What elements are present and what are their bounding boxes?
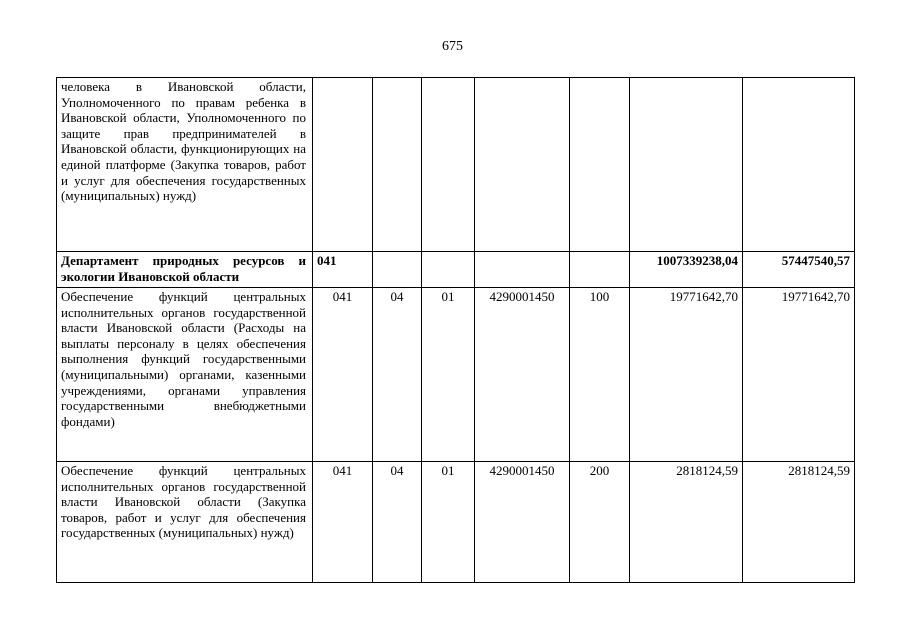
subsection-code-cell: 01 xyxy=(422,462,475,583)
amount-1-cell: 19771642,70 xyxy=(630,288,743,462)
target-article-cell xyxy=(475,252,570,288)
subsection-code-cell xyxy=(422,252,475,288)
section-code-cell: 04 xyxy=(373,462,422,583)
page-number: 675 xyxy=(442,39,463,54)
table-row xyxy=(57,288,855,462)
row-name-cell: Обеспечение функций центральных исполнительных органов государственной власти Ивановской области (Расходы на выплаты персоналу в целях обеспечения выполнения функций государственными (муниципальными) органами, казенными учреждениями, органами управления государственными внебюджетными фондами) xyxy=(57,288,313,462)
ministry-code-cell: 041 xyxy=(313,462,373,583)
amount-2-cell: 2818124,59 xyxy=(743,462,855,583)
subsection-code-cell xyxy=(422,78,475,252)
target-article-cell: 4290001450 xyxy=(475,462,570,583)
ministry-code-cell: 041 xyxy=(313,288,373,462)
row-name-cell: человека в Ивановской области, Уполномоченного по правам ребенка в Ивановской области, Уполномоченного по защите прав предпринимателей в Ивановской области, функционирующих на единой платформе (Закупка товаров, работ и услуг для обеспечения государственных (муниципальных) нужд) xyxy=(57,78,313,252)
target-article-cell xyxy=(475,78,570,252)
row-name-cell: Департамент природных ресурсов и экологии Ивановской области xyxy=(57,252,313,288)
table-row xyxy=(57,252,855,288)
table-row xyxy=(57,462,855,583)
budget-table xyxy=(56,77,855,583)
row-name-cell: Обеспечение функций центральных исполнительных органов государственной власти Ивановской области (Закупка товаров, работ и услуг для обеспечения государственных (муниципальных) нужд) xyxy=(57,462,313,583)
expense-type-cell xyxy=(570,252,630,288)
section-code-cell xyxy=(373,252,422,288)
ministry-code-cell xyxy=(313,78,373,252)
subsection-code-cell: 01 xyxy=(422,288,475,462)
amount-1-cell: 2818124,59 xyxy=(630,462,743,583)
ministry-code-cell: 041 xyxy=(313,252,373,288)
amount-2-cell: 57447540,57 xyxy=(743,252,855,288)
section-code-cell: 04 xyxy=(373,288,422,462)
expense-type-cell: 100 xyxy=(570,288,630,462)
section-code-cell xyxy=(373,78,422,252)
expense-type-cell xyxy=(570,78,630,252)
amount-2-cell xyxy=(743,78,855,252)
amount-1-cell: 1007339238,04 xyxy=(630,252,743,288)
amount-2-cell: 19771642,70 xyxy=(743,288,855,462)
expense-type-cell: 200 xyxy=(570,462,630,583)
table-row xyxy=(57,78,855,252)
amount-1-cell xyxy=(630,78,743,252)
target-article-cell: 4290001450 xyxy=(475,288,570,462)
